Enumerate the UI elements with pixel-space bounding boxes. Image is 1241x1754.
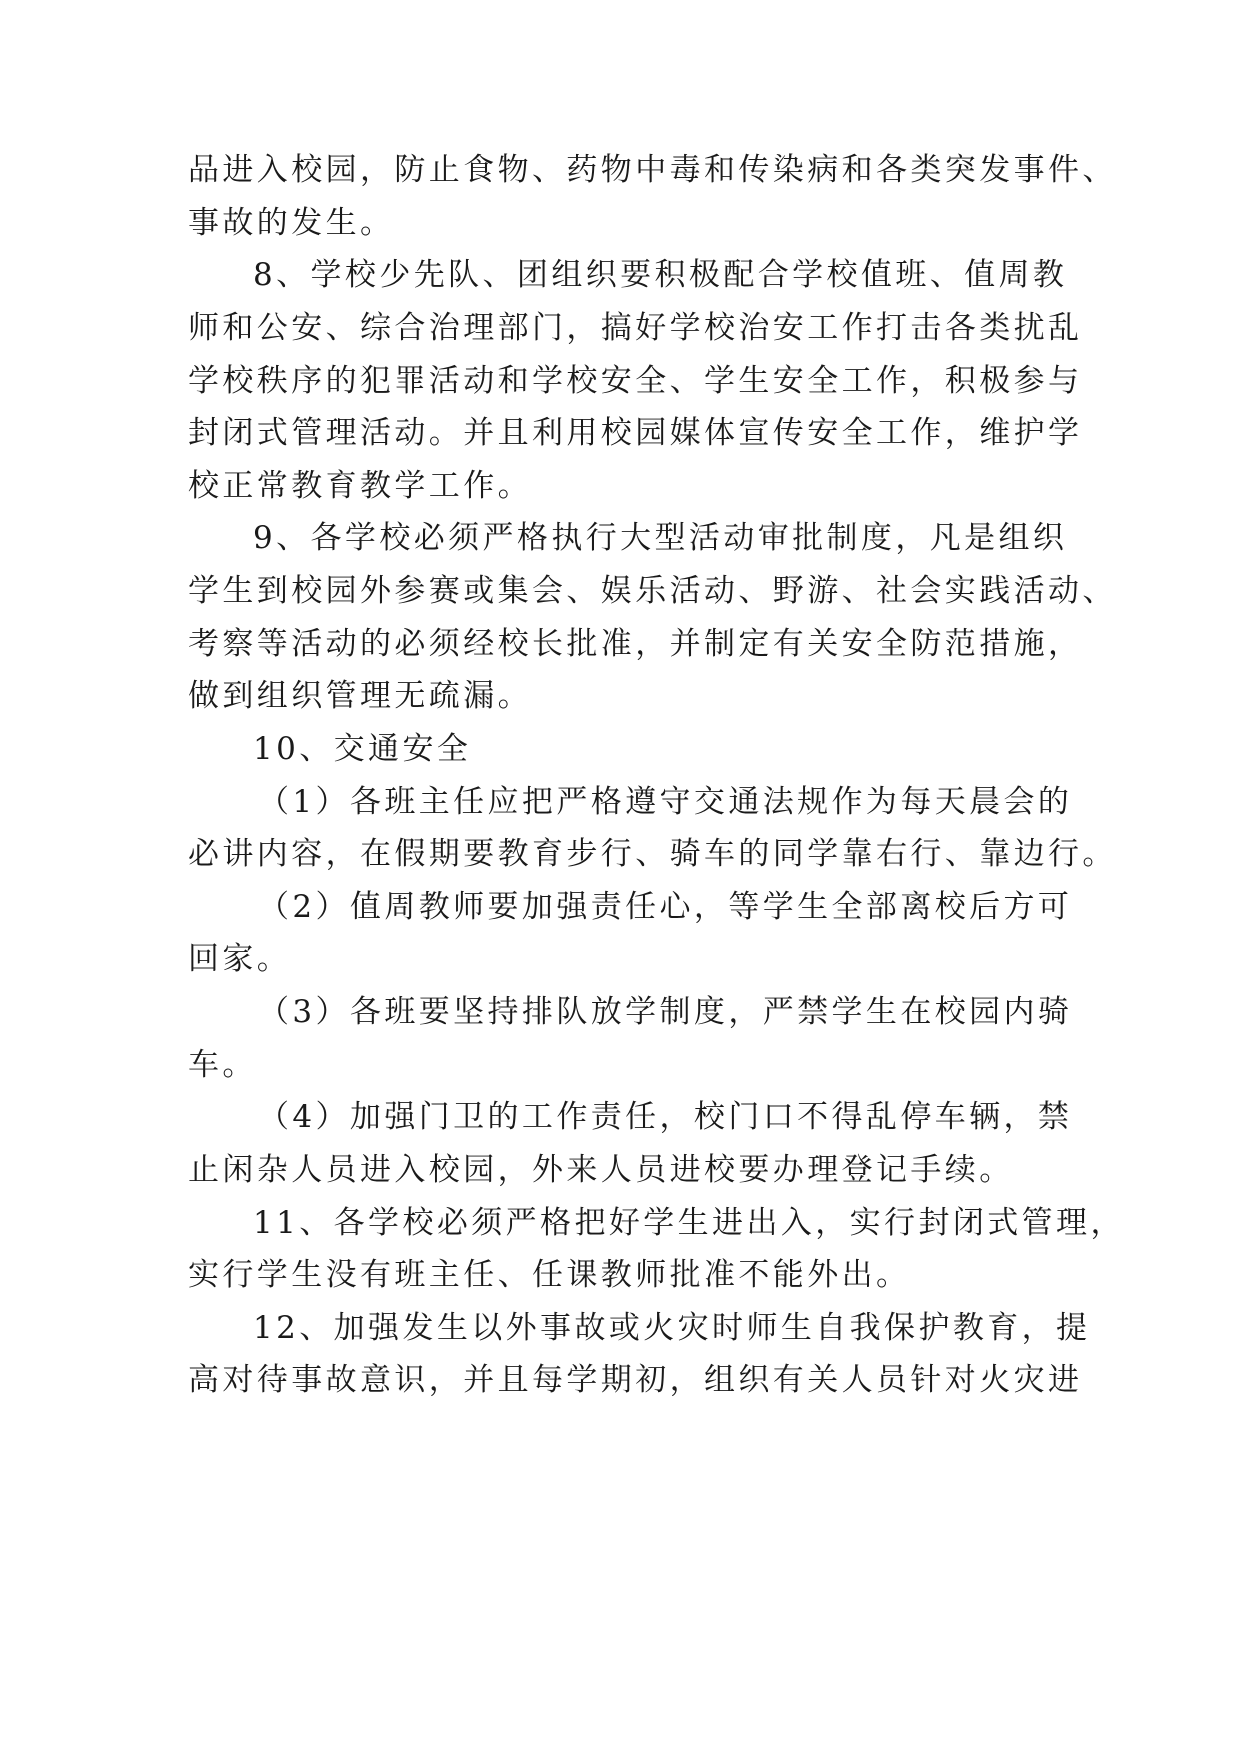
text-line: 考察等活动的必须经校长批准，并制定有关安全防范措施， xyxy=(188,626,1083,662)
item-1-start: （1）各班主任应把严格遵守交通法规作为每天晨会的 xyxy=(258,784,1073,820)
text-line: 回家。 xyxy=(188,941,292,977)
paragraph-9-start: 9、各学校必须严格执行大型活动审批制度，凡是组织 xyxy=(253,520,1068,556)
text-line: 校正常教育教学工作。 xyxy=(188,468,532,504)
text-line: 学生到校园外参赛或集会、娱乐活动、野游、社会实践活动、 xyxy=(188,573,1117,609)
text-line: 必讲内容，在假期要教育步行、骑车的同学靠右行、靠边行。 xyxy=(188,836,1117,872)
paragraph-8-start: 8、学校少先队、团组织要积极配合学校值班、值周教 xyxy=(253,257,1068,293)
item-2-start: （2）值周教师要加强责任心，等学生全部离校后方可 xyxy=(258,889,1073,925)
paragraph-11-start: 11、各学校必须严格把好学生进出入，实行封闭式管理， xyxy=(253,1205,1125,1241)
text-line: 实行学生没有班主任、任课教师批准不能外出。 xyxy=(188,1257,911,1293)
text-line: 事故的发生。 xyxy=(188,205,395,241)
text-line: 品进入校园，防止食物、药物中毒和传染病和各类突发事件、 xyxy=(188,152,1117,188)
text-line: 止闲杂人员进入校园，外来人员进校要办理登记手续。 xyxy=(188,1152,1014,1188)
text-line: 封闭式管理活动。并且利用校园媒体宣传安全工作，维护学 xyxy=(188,415,1083,451)
text-line: 高对待事故意识，并且每学期初，组织有关人员针对火灾进 xyxy=(188,1362,1083,1398)
section-heading-traffic-safety: 10、交通安全 xyxy=(253,731,472,767)
text-line: 师和公安、综合治理部门，搞好学校治安工作打击各类扰乱 xyxy=(188,310,1083,346)
item-4-start: （4）加强门卫的工作责任，校门口不得乱停车辆，禁 xyxy=(258,1099,1073,1135)
text-line: 学校秩序的犯罪活动和学校安全、学生安全工作，积极参与 xyxy=(188,363,1083,399)
text-line: 车。 xyxy=(188,1047,257,1083)
item-3-start: （3）各班要坚持排队放学制度，严禁学生在校园内骑 xyxy=(258,994,1073,1030)
text-line: 做到组织管理无疏漏。 xyxy=(188,678,532,714)
paragraph-12-start: 12、加强发生以外事故或火灾时师生自我保护教育，提 xyxy=(253,1310,1091,1346)
